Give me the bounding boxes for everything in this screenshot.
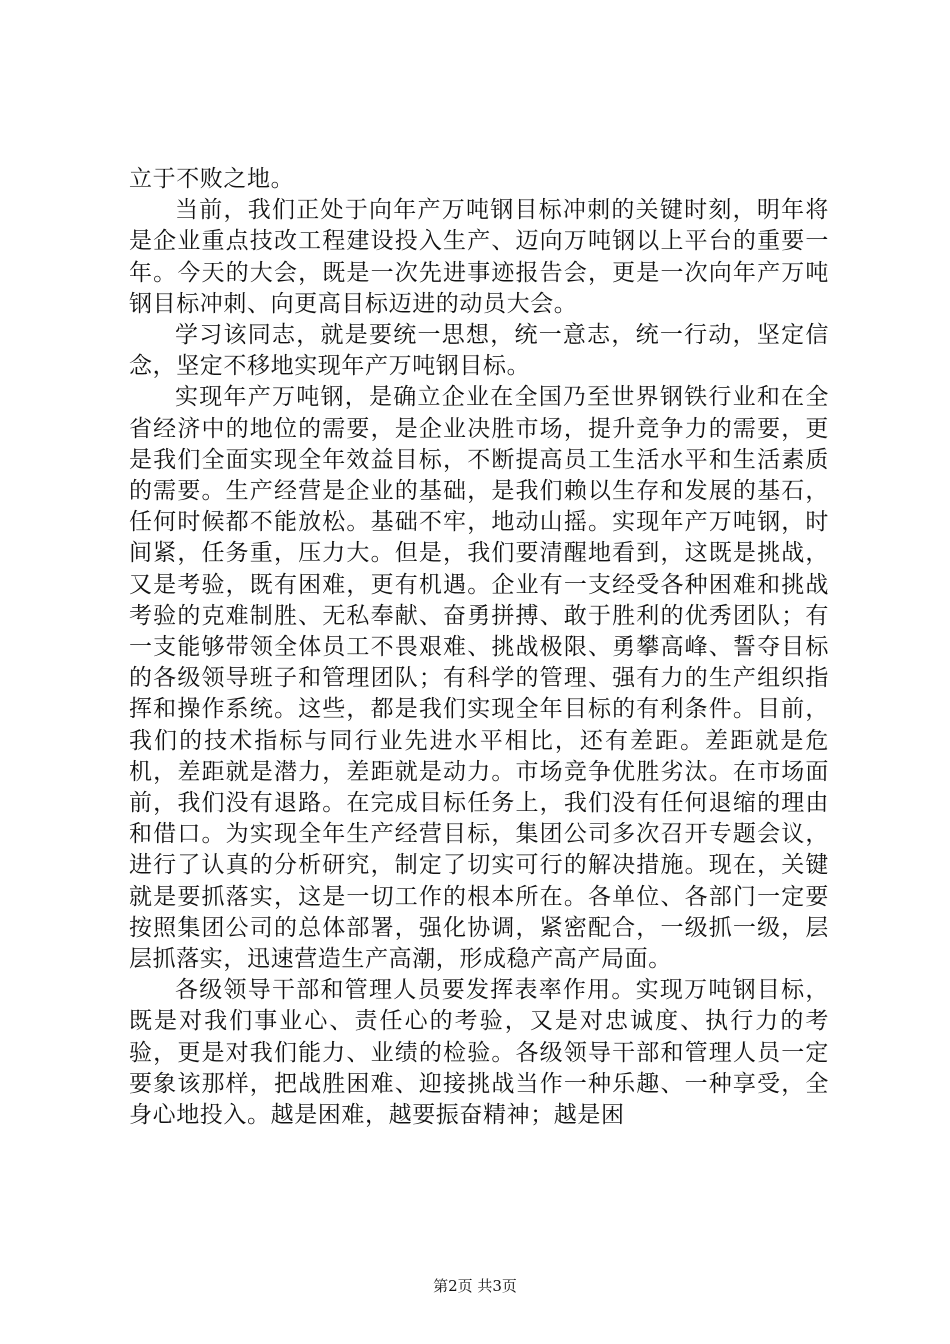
paragraph-continuation: 立于不败之地。 [129,166,295,192]
paragraph-target: 实现年产万吨钢，是确立企业在全国乃至世界钢铁行业和在全省经济中的地位的需要，是企业决胜市场，提升竞争力的需要，更是我们全面实现全年效益目标，不断提高员工生活水平和生活素质的需要。生产经营是企业的基础，是我们赖以生存和发展的基石，任何时候都不能放松。基础不牢，地动山摇。实现年产万吨钢，时间紧，任务重，压力大。但是，我们要清醒地看到，这既是挑战，又是考验，既有困难，更有机遇。企业有一支经受各种困难和挑战考验的克难制胜、无私奉献、奋勇拼搏、敢于胜利的优秀团队；有一支能够带领全体员工不畏艰难、挑战极限、勇攀高峰、誓夺目标的各级领导班子和管理团队；有科学的管理、强有力的生产组织指挥和操作系统。这些，都是我们实现全年目标的有利条件。目前，我们的技术指标与同行业先进水平相比，还有差距。差距就是危机，差距就是潜力，差距就是动力。市场竞争优胜劣汰。在市场面前，我们没有退路。在完成目标任务上，我们没有任何退缩的理由和借口。为实现全年生产经营目标，集团公司多次召开专题会议，进行了认真的分析研究，制定了切实可行的解决措施。现在，关键就是要抓落实，这是一切工作的根本所在。各单位、各部门一定要按照集团公司的总体部署，强化协调，紧密配合，一级抓一级，层层抓落实，迅速营造生产高潮，形成稳产高产局面。 [129,384,829,973]
paragraph-learning: 学习该同志，就是要统一思想，统一意志，统一行动，坚定信念，坚定不移地实现年产万吨钢目标。 [129,322,829,380]
document-body [129,164,829,1131]
paragraph-leadership: 各级领导干部和管理人员要发挥表率作用。实现万吨钢目标，既是对我们事业心、责任心的考验，又是对忠诚度、执行力的考验，更是对我们能力、业绩的检验。各级领导干部和管理人员一定要象该那样，把战胜困难、迎接挑战当作一种乐趣、一种享受，全身心地投入。越是困难，越要振奋精神；越是困 [129,977,829,1129]
page-number-footer: 第2页 共3页 [433,1277,517,1295]
paragraph-current-moment: 当前，我们正处于向年产万吨钢目标冲刺的关键时刻，明年将是企业重点技改工程建设投入生产、迈向万吨钢以上平台的重要一年。今天的大会，既是一次先进事迹报告会，更是一次向年产万吨钢目标冲刺、向更高目标迈进的动员大会。 [129,197,829,317]
